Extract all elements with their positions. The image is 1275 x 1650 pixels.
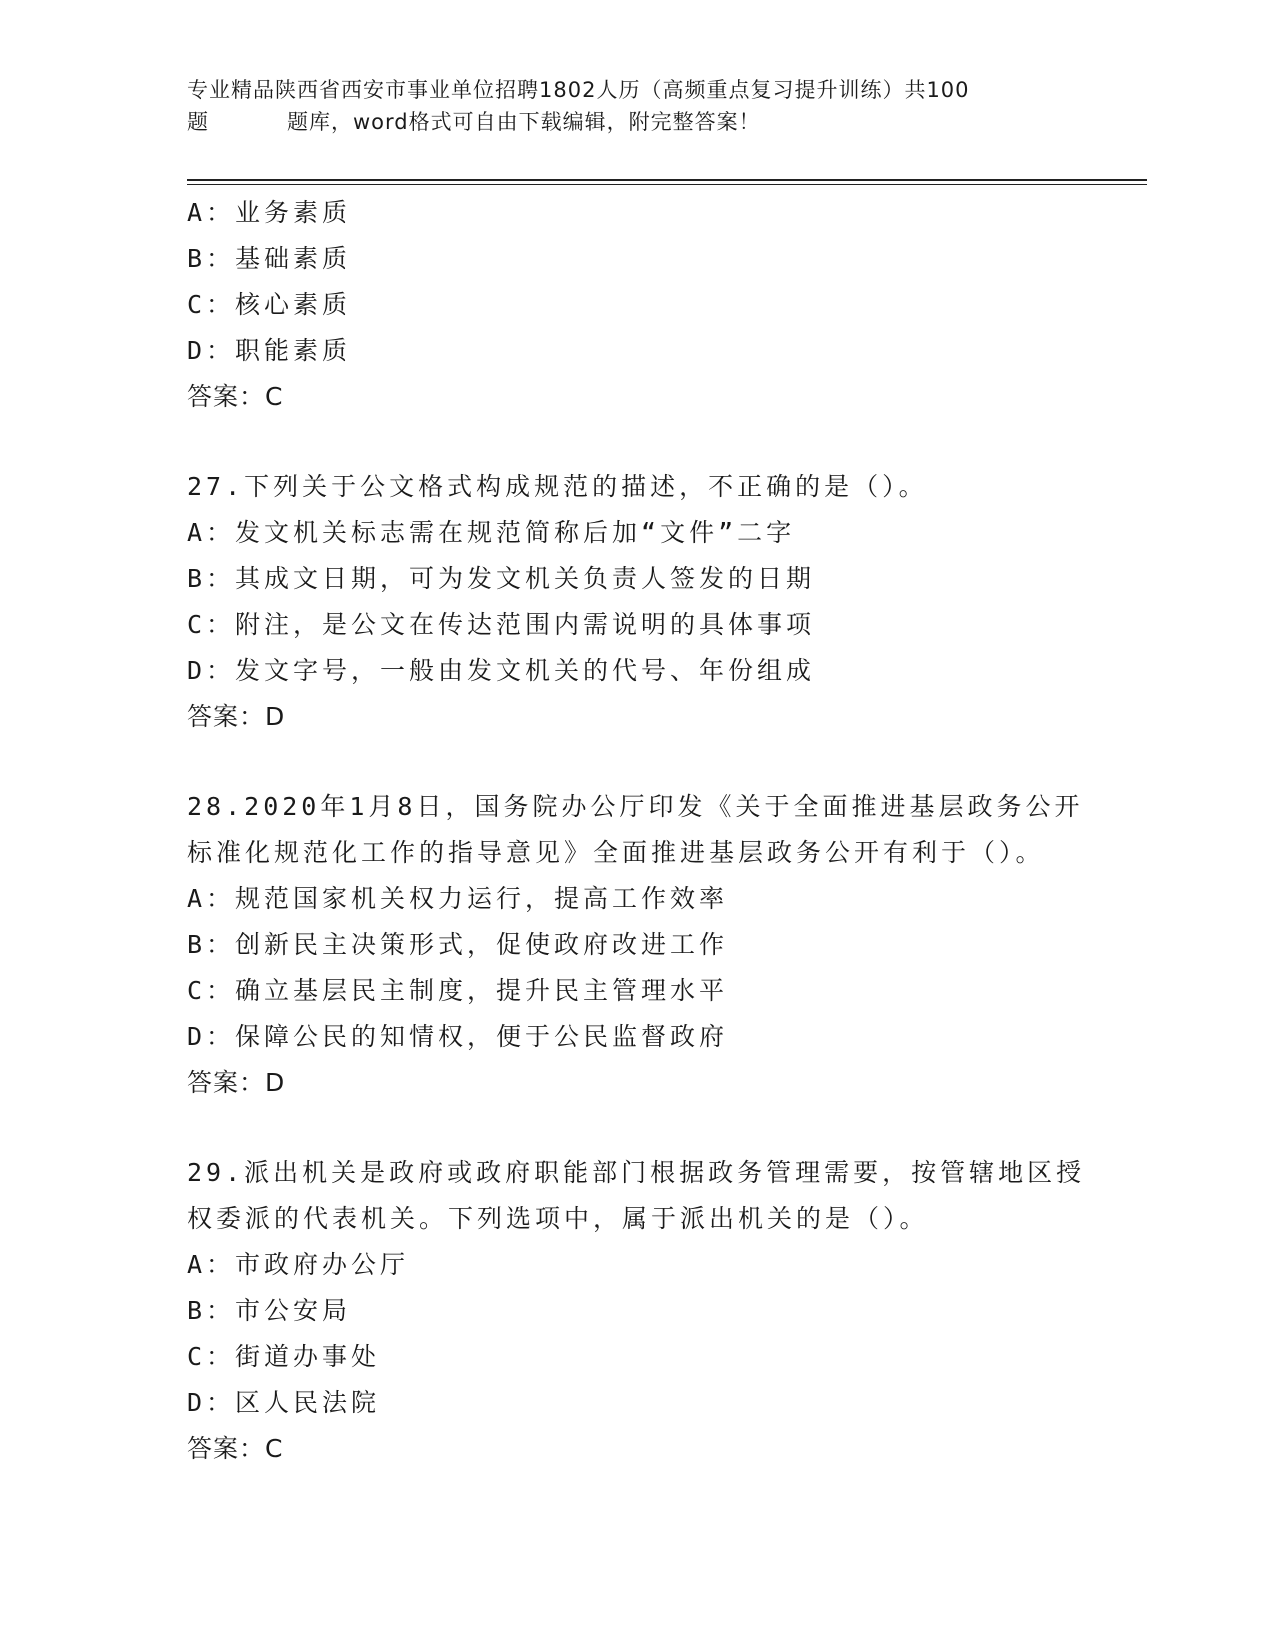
answer-29: 答案：C [187,1434,284,1463]
header-rule-thin [187,184,1147,185]
option-a: A：市政府办公厅 [187,1250,410,1279]
option-a: A：业务素质 [187,198,352,227]
question-stem-cont: 标准化规范化工作的指导意见》全面推进基层政务公开有利于（）。 [187,838,1045,867]
question-29 [187,1150,1087,1472]
answer-28: 答案：D [187,1068,286,1097]
question-stem: 28.2020年1月8日，国务院办公厅印发《关于全面推进基层政务公开 [187,792,1084,821]
document-header [187,74,1087,138]
option-b: B：基础素质 [187,244,352,273]
header-rule-thick [187,179,1147,181]
header-title-line2 [187,106,1087,138]
answer-27: 答案：D [187,702,286,731]
header-title-line1: 专业精品陕西省西安市事业单位招聘1802人历（高频重点复习提升训练）共100 [187,78,970,102]
option-c: C：核心素质 [187,290,352,319]
option-b: B：市公安局 [187,1296,352,1325]
option-d: D：发文字号，一般由发文机关的代号、年份组成 [187,656,816,685]
option-d: D：职能素质 [187,336,352,365]
option-c: C：街道办事处 [187,1342,381,1371]
option-d: D：保障公民的知情权，便于公民监督政府 [187,1022,729,1051]
question-stem-cont: 权委派的代表机关。下列选项中，属于派出机关的是（）。 [187,1204,929,1233]
option-a: A：规范国家机关权力运行，提高工作效率 [187,884,729,913]
option-a: A：发文机关标志需在规范简称后加“文件”二字 [187,518,796,547]
question-stem: 27.下列关于公文格式构成规范的描述，不正确的是（）。 [187,472,928,501]
option-b: B：创新民主决策形式，促使政府改进工作 [187,930,729,959]
option-c: C：确立基层民主制度，提升民主管理水平 [187,976,729,1005]
question-28 [187,784,1087,1106]
question-list [187,190,1087,1472]
option-b: B：其成文日期，可为发文机关负责人签发的日期 [187,564,816,593]
question-27 [187,464,1087,740]
header-title-text: 题库，word格式可自由下载编辑，附完整答案！ [287,110,761,134]
option-d: D：区人民法院 [187,1388,381,1417]
answer-26: 答案：C [187,382,284,411]
question-26 [187,190,1087,420]
header-title-prefix: 题 [187,110,209,134]
question-stem: 29.派出机关是政府或政府职能部门根据政务管理需要，按管辖地区授 [187,1158,1086,1187]
option-c: C：附注，是公文在传达范围内需说明的具体事项 [187,610,816,639]
